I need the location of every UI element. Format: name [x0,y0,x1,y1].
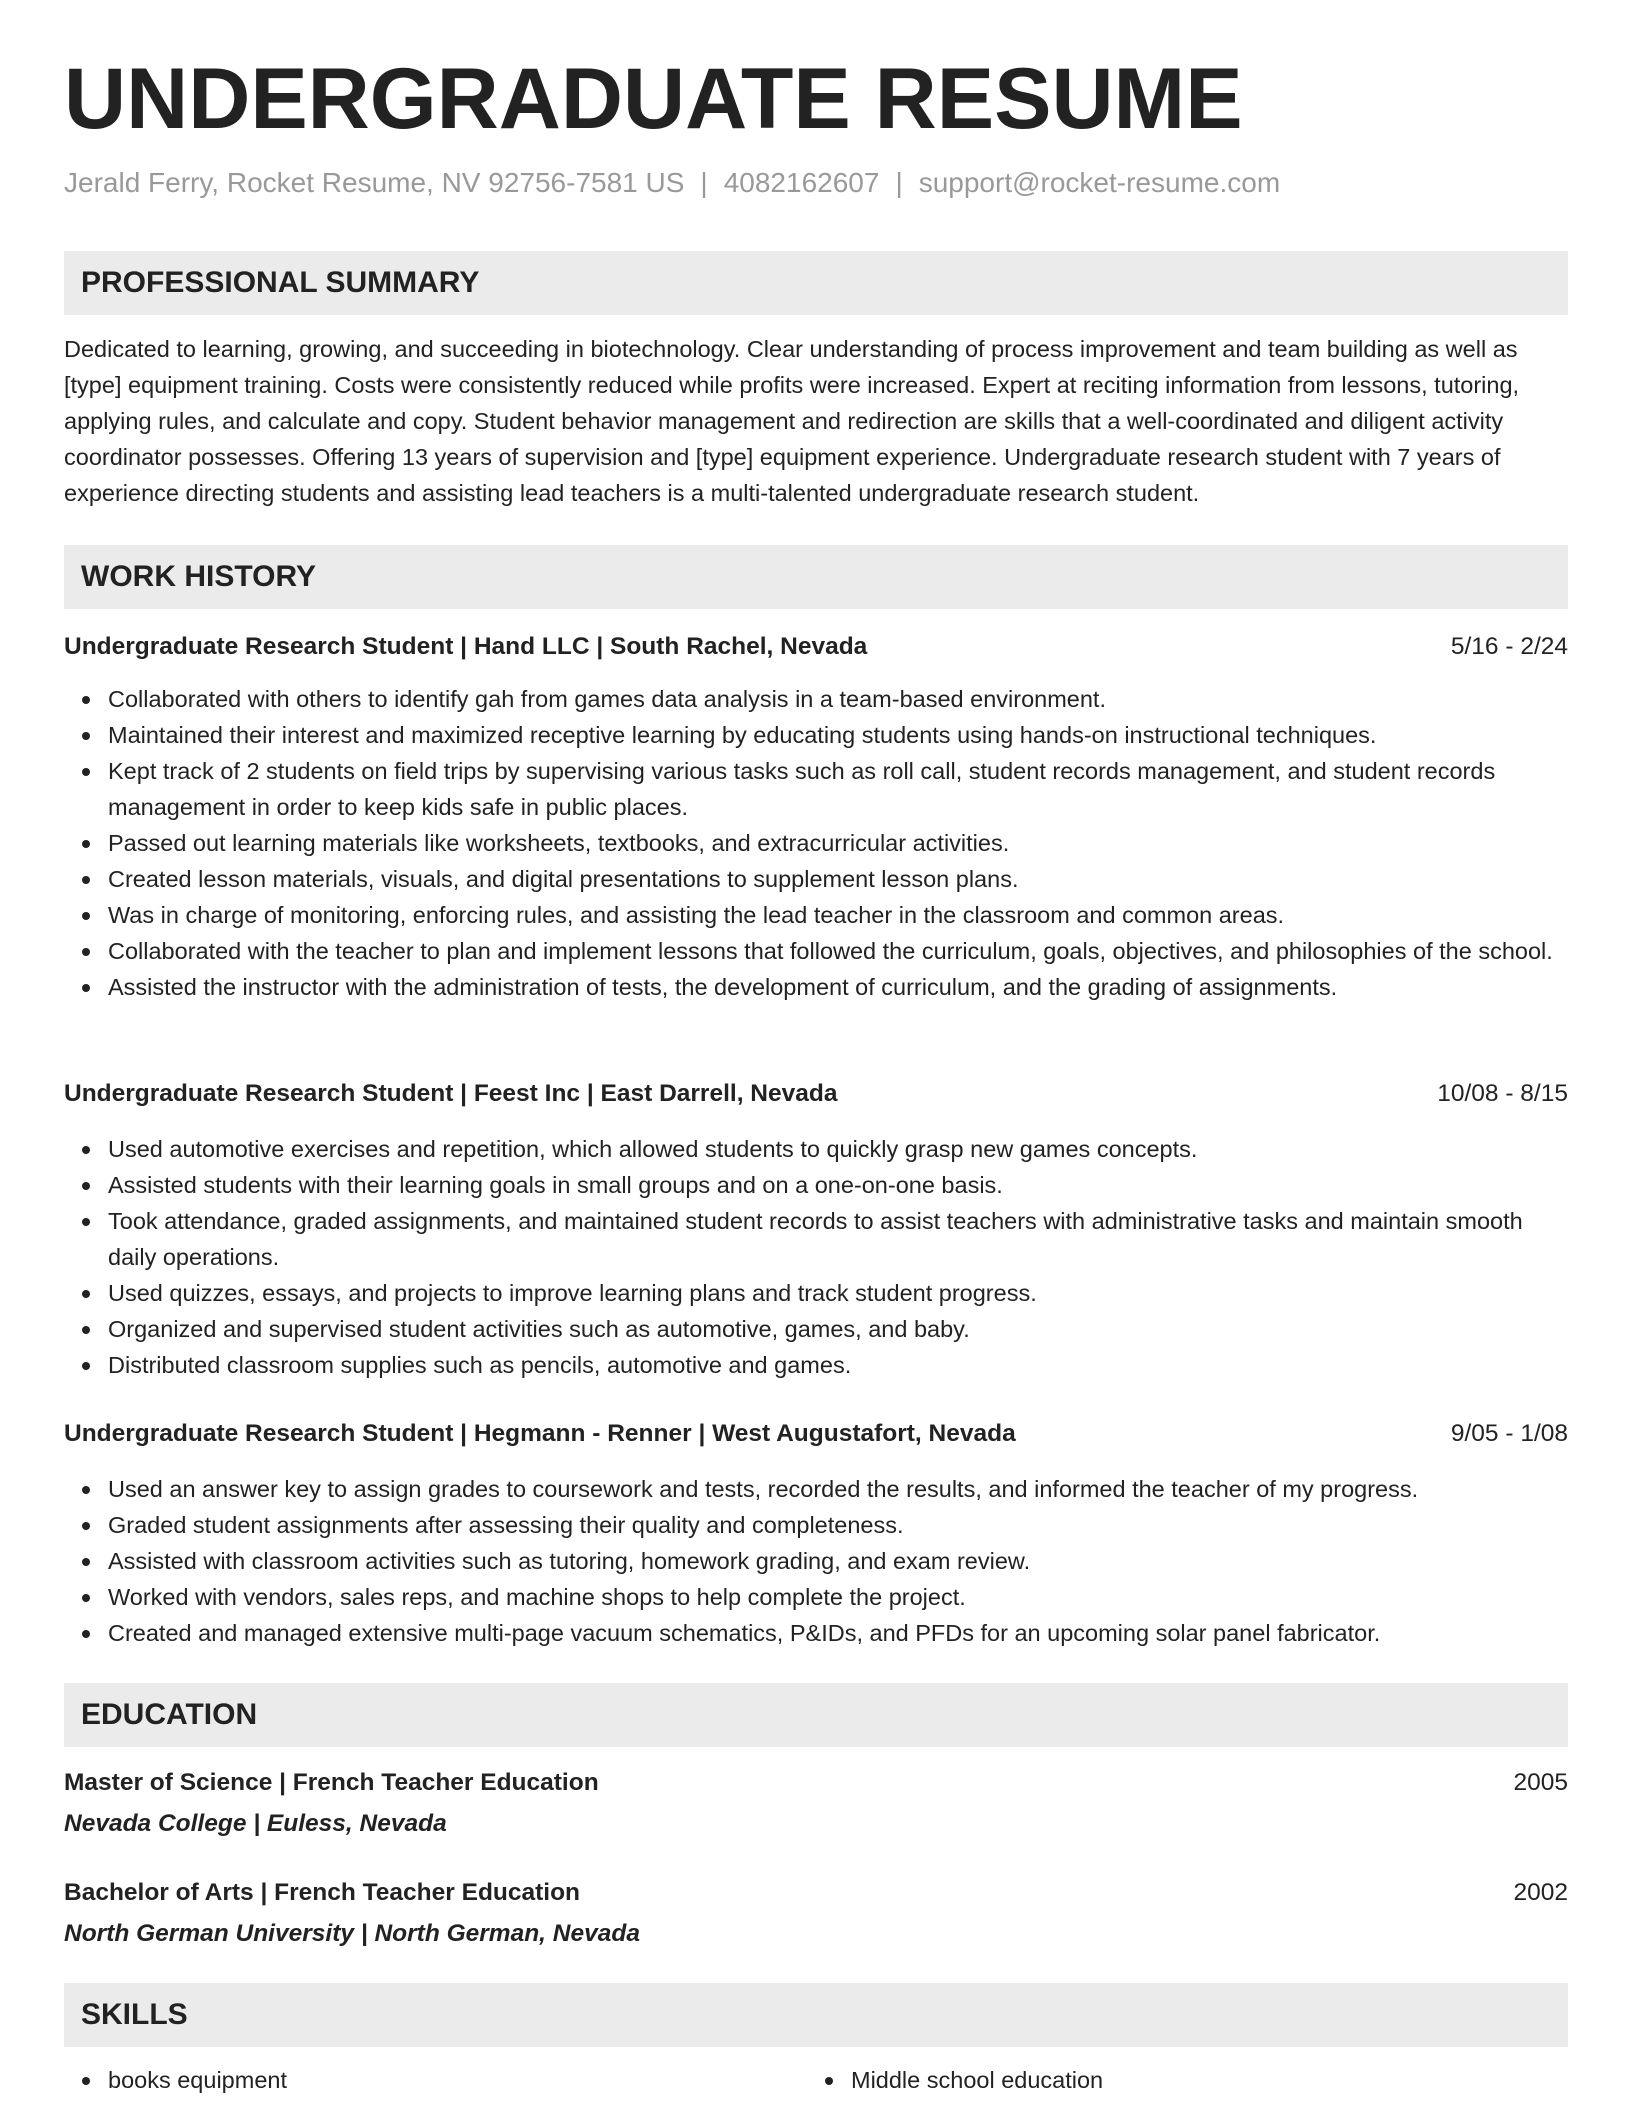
job-bullet: Used automotive exercises and repetition, which allowed students to quickly grasp new games concepts. [108,1131,1568,1167]
job-bullet: Organized and supervised student activities such as automotive, games, and baby. [108,1311,1568,1347]
job-bullet: Collaborated with the teacher to plan and implement lessons that followed the curriculum, goals, objectives, and philosophies of the school. [108,933,1568,969]
job-title: Undergraduate Research Student | Feest Inc | East Darrell, Nevada [64,1080,838,1107]
job-bullet: Kept track of 2 students on field trips by supervising various tasks such as roll call, student records management, and student records management in order to keep kids safe in public places. [108,753,1568,825]
job-dates: 10/08 - 8/15 [1437,1080,1568,1107]
education-school: North German University | North German, Nevada [64,1920,640,1947]
education-degree: Master of Science | French Teacher Education [64,1769,599,1796]
education-year: 2002 [1513,1879,1568,1906]
job-bullet-list [64,1131,1568,1383]
resume-title: UNDERGRADUATE RESUME [64,51,1243,147]
job-bullet: Graded student assignments after assessing their quality and completeness. [108,1507,1568,1543]
education-header [64,1765,1568,1801]
skill-item: Middle school education [851,2062,1507,2098]
contact-line [64,166,1280,200]
job-bullet: Maintained their interest and maximized receptive learning by educating students using hands-on instructional techniques. [108,717,1568,753]
education-school: Nevada College | Euless, Nevada [64,1810,447,1837]
section-header-summary: PROFESSIONAL SUMMARY [64,251,1568,315]
job-bullet: Collaborated with others to identify gah from games data analysis in a team-based environment. [108,681,1568,717]
job-dates: 9/05 - 1/08 [1450,1420,1568,1447]
contact-phone: 4082162607 [723,167,880,198]
job-bullet-list [64,681,1568,1005]
job-header [64,1416,1568,1452]
summary-text: Dedicated to learning, growing, and succeeding in biotechnology. Clear understanding of process improvement and team building as well as [type] equipment training. Costs were consistently reduced while profits were increased. Expert at reciting information from lessons, tutoring, applying rules, and calculate and copy. Student behavior management and redirection are skills that a well-coordinated and diligent activity coordinator possesses. Offering 13 years of supervision and [type] equipment experience. Undergraduate research student with 7 years of experience directing students and assisting lead teachers is a multi-talented undergraduate research student. [64,336,1520,506]
job-title: Undergraduate Research Student | Hand LLC | South Rachel, Nevada [64,633,868,660]
job-bullet: Passed out learning materials like worksheets, textbooks, and extracurricular activities. [108,825,1568,861]
education-header [64,1875,1568,1911]
job-bullet: Created and managed extensive multi-page vacuum schematics, P&IDs, and PFDs for an upcoming solar panel fabricator. [108,1615,1568,1651]
job-bullet: Used quizzes, essays, and projects to improve learning plans and track student progress. [108,1275,1568,1311]
job-bullet: Created lesson materials, visuals, and digital presentations to supplement lesson plans. [108,861,1568,897]
section-header-skills: SKILLS [64,1983,1568,2047]
job-bullet-list [64,1471,1568,1651]
skills-list-right [807,2062,1507,2098]
contact-address: Jerald Ferry, Rocket Resume, NV 92756-7581 US [64,167,685,198]
job-bullet: Assisted students with their learning goals in small groups and on a one-on-one basis. [108,1167,1568,1203]
job-bullet: Assisted with classroom activities such as tutoring, homework grading, and exam review. [108,1543,1568,1579]
job-title: Undergraduate Research Student | Hegmann - Renner | West Augustafort, Nevada [64,1420,1016,1447]
skills-list-left [64,2062,764,2098]
section-header-education: EDUCATION [64,1683,1568,1747]
education-degree: Bachelor of Arts | French Teacher Education [64,1879,581,1906]
job-bullet: Assisted the instructor with the administration of tests, the development of curriculum, and the grading of assignments. [108,969,1568,1005]
job-header [64,1076,1568,1112]
job-bullet: Took attendance, graded assignments, and maintained student records to assist teachers with administrative tasks and maintain smooth daily operations. [108,1203,1568,1275]
contact-separator: | [895,167,903,198]
job-bullet: Was in charge of monitoring, enforcing rules, and assisting the lead teacher in the classroom and common areas. [108,897,1568,933]
job-dates: 5/16 - 2/24 [1450,633,1568,660]
job-bullet: Used an answer key to assign grades to coursework and tests, recorded the results, and informed the teacher of my progress. [108,1471,1568,1507]
education-year: 2005 [1513,1769,1568,1796]
contact-email: support@rocket-resume.com [918,167,1281,198]
job-bullet: Distributed classroom supplies such as pencils, automotive and games. [108,1347,1568,1383]
job-header [64,629,1568,665]
contact-separator: | [700,167,708,198]
job-bullet: Worked with vendors, sales reps, and machine shops to help complete the project. [108,1579,1568,1615]
section-header-work-history: WORK HISTORY [64,545,1568,609]
skill-item: books equipment [108,2062,764,2098]
